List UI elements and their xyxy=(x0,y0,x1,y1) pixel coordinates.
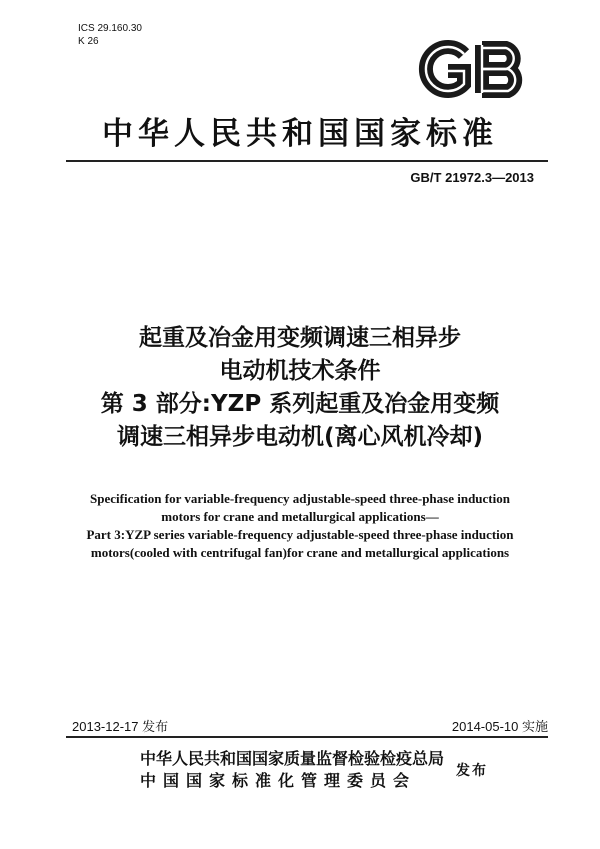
chinese-title-line2: 电动机技术条件 xyxy=(219,358,381,384)
gb-logo-icon xyxy=(410,38,530,100)
classification-codes xyxy=(78,22,142,48)
chinese-title-line3: 第 3 部分:YZP 系列起重及冶金用变频 xyxy=(100,391,500,417)
english-title-line3: Part 3:YZP series variable-frequency adjustable-speed three-phase induction xyxy=(86,527,514,542)
publisher-sac: 中国国家标准化管理委员会 xyxy=(140,771,417,790)
issue-date: 2013-12-17 发布 xyxy=(72,719,169,734)
english-title-line1: Specification for variable-frequency adjustable-speed three-phase induction xyxy=(90,491,510,506)
english-title-line2: motors for crane and metallurgical applications— xyxy=(161,509,439,524)
bottom-divider xyxy=(66,736,548,738)
publishers xyxy=(140,748,444,792)
chinese-title-line4: 调速三相异步电动机(离心风机冷却) xyxy=(116,424,484,450)
publish-label: 发布 xyxy=(456,763,488,779)
ccs-code: K 26 xyxy=(78,36,99,47)
chinese-title xyxy=(0,322,600,454)
chinese-title-line1: 起重及冶金用变频调速三相异步 xyxy=(139,325,461,351)
national-standard-title: 中华人民共和国国家标准 xyxy=(102,116,498,152)
publisher-aqsiq: 中华人民共和国国家质量监督检验检疫总局 xyxy=(140,749,445,768)
top-divider xyxy=(66,160,548,162)
english-title-line4: motors(cooled with centrifugal fan)for crane and metallurgical applications xyxy=(90,545,510,560)
implementation-date: 2014-05-10 实施 xyxy=(451,719,548,734)
ics-code: ICS 29.160.30 xyxy=(78,23,142,34)
standard-number: GB/T 21972.3—2013 xyxy=(410,170,534,185)
english-title xyxy=(40,490,560,562)
